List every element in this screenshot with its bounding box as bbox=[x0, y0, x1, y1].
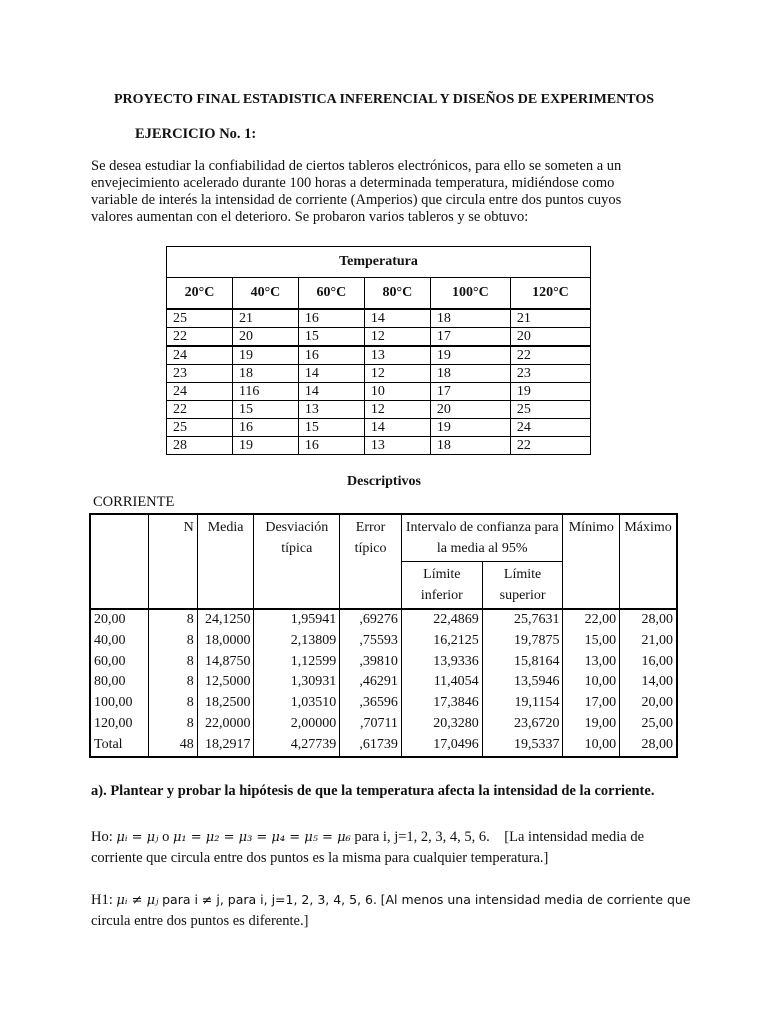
header-line: superior bbox=[499, 588, 546, 603]
ho-equation-2: μ₁ = μ₂ = μ₃ = μ₄ = μ₅ = μ₆ bbox=[172, 830, 351, 845]
descriptives-row-label: Total bbox=[90, 735, 149, 757]
descriptives-cell: 1,95941 bbox=[254, 609, 340, 631]
temp-cell: 24 bbox=[510, 419, 590, 437]
descriptives-cell: 15,00 bbox=[563, 631, 620, 652]
media-header: Media bbox=[197, 514, 254, 609]
temp-cell: 24 bbox=[167, 383, 233, 401]
descriptives-cell: ,70711 bbox=[340, 714, 402, 735]
descriptives-cell: 8 bbox=[149, 672, 198, 693]
intro-line: Se desea estudiar la confiabilidad de ciertos tableros electrónicos, para ello se someten a un bbox=[91, 158, 622, 174]
variable-label: CORRIENTE bbox=[93, 494, 175, 510]
descriptives-cell: 19,5337 bbox=[482, 735, 563, 757]
descriptives-cell: 2,00000 bbox=[254, 714, 340, 735]
descriptives-row bbox=[90, 631, 677, 652]
temp-cell: 12 bbox=[364, 365, 430, 383]
descriptives-cell: 8 bbox=[149, 714, 198, 735]
descriptives-cell: 8 bbox=[149, 631, 198, 652]
null-hypothesis bbox=[91, 827, 691, 868]
descriptives-cell: 1,03510 bbox=[254, 693, 340, 714]
h1-condition: para i ≠ j, para i, j=1, 2, 3, 4, 5, 6. bbox=[162, 892, 377, 907]
descriptives-cell: 14,8750 bbox=[197, 652, 254, 673]
ho-line-1 bbox=[91, 827, 691, 848]
temp-cell: 13 bbox=[298, 401, 364, 419]
temp-cell: 16 bbox=[232, 419, 298, 437]
ho-condition: para i, j=1, 2, 3, 4, 5, 6. bbox=[354, 829, 490, 845]
descriptives-cell: 10,00 bbox=[563, 672, 620, 693]
temp-column-header: 100°C bbox=[430, 278, 510, 310]
descriptives-cell: 11,4054 bbox=[401, 672, 482, 693]
descriptives-cell: 1,12599 bbox=[254, 652, 340, 673]
descriptives-row bbox=[90, 652, 677, 673]
temp-cell: 10 bbox=[364, 383, 430, 401]
descriptives-title: Descriptivos bbox=[347, 474, 421, 489]
descriptives-cell: 19,00 bbox=[563, 714, 620, 735]
temp-table-row bbox=[167, 401, 591, 419]
temp-table-row bbox=[167, 328, 591, 347]
descriptives-cell: 19,1154 bbox=[482, 693, 563, 714]
temp-cell: 14 bbox=[364, 309, 430, 328]
header-line: la media al 95% bbox=[436, 541, 528, 556]
temp-cell: 18 bbox=[430, 309, 510, 328]
descriptives-cell: 8 bbox=[149, 693, 198, 714]
temp-cell: 25 bbox=[167, 309, 233, 328]
limite-inferior-header bbox=[401, 562, 482, 610]
temp-cell: 116 bbox=[232, 383, 298, 401]
desviacion-header bbox=[254, 514, 340, 609]
ho-label: Ho: bbox=[91, 829, 113, 845]
h1-line-1 bbox=[91, 890, 691, 911]
descriptives-cell: 10,00 bbox=[563, 735, 620, 757]
header-line: inferior bbox=[420, 588, 463, 603]
descriptives-cell: 22,00 bbox=[563, 609, 620, 631]
descriptives-row bbox=[90, 735, 677, 757]
temp-table-row bbox=[167, 383, 591, 401]
descriptives-cell: 1,30931 bbox=[254, 672, 340, 693]
temp-column-header: 80°C bbox=[364, 278, 430, 310]
descriptives-cell: 21,00 bbox=[620, 631, 677, 652]
descriptives-cell: 13,5946 bbox=[482, 672, 563, 693]
temp-cell: 18 bbox=[430, 365, 510, 383]
descriptives-cell: 18,2500 bbox=[197, 693, 254, 714]
temp-column-header: 60°C bbox=[298, 278, 364, 310]
descriptives-cell: 22,4869 bbox=[401, 609, 482, 631]
temp-cell: 22 bbox=[167, 401, 233, 419]
ho-equation-1: μᵢ = μⱼ bbox=[116, 830, 159, 845]
temperature-header: Temperatura bbox=[167, 247, 591, 278]
temp-table-row bbox=[167, 419, 591, 437]
h1-note-2: circula entre dos puntos es diferente.] bbox=[91, 913, 309, 929]
descriptives-cell: 13,00 bbox=[563, 652, 620, 673]
temp-cell: 17 bbox=[430, 328, 510, 347]
descriptives-cell: 2,13809 bbox=[254, 631, 340, 652]
temp-cell: 14 bbox=[298, 365, 364, 383]
descriptives-cell: 17,0496 bbox=[401, 735, 482, 757]
descriptives-cell: 28,00 bbox=[620, 609, 677, 631]
descriptives-cell: ,46291 bbox=[340, 672, 402, 693]
intro-line: valores aumentan con el deterioro. Se probaron varios tableros y se obtuvo: bbox=[91, 209, 529, 225]
temp-cell: 15 bbox=[298, 419, 364, 437]
temp-cell: 22 bbox=[510, 346, 590, 365]
temp-cell: 14 bbox=[364, 419, 430, 437]
temp-cell: 18 bbox=[430, 437, 510, 455]
descriptives-cell: 25,00 bbox=[620, 714, 677, 735]
descriptives-cell: 17,3846 bbox=[401, 693, 482, 714]
descriptives-row-label: 60,00 bbox=[90, 652, 149, 673]
ho-note-1: [La intensidad media de bbox=[504, 829, 645, 845]
confidence-interval-header bbox=[401, 514, 563, 562]
intro-line: envejecimiento acelerado durante 100 horas a determinada temperatura, midiéndose como bbox=[91, 175, 615, 191]
descriptives-cell: 14,00 bbox=[620, 672, 677, 693]
temperature-table bbox=[166, 246, 591, 455]
descriptives-cell: ,36596 bbox=[340, 693, 402, 714]
temp-cell: 20 bbox=[232, 328, 298, 347]
temp-cell: 25 bbox=[167, 419, 233, 437]
temp-column-header: 120°C bbox=[510, 278, 590, 310]
h1-label: H1: bbox=[91, 892, 113, 908]
descriptives-cell: 18,2917 bbox=[197, 735, 254, 757]
temp-cell: 13 bbox=[364, 437, 430, 455]
temp-cell: 16 bbox=[298, 346, 364, 365]
descriptives-cell: 23,6720 bbox=[482, 714, 563, 735]
temp-cell: 23 bbox=[510, 365, 590, 383]
descriptives-cell: 8 bbox=[149, 609, 198, 631]
descriptives-cell: 25,7631 bbox=[482, 609, 563, 631]
descriptives-cell: ,69276 bbox=[340, 609, 402, 631]
header-line: típica bbox=[281, 541, 313, 556]
descriptives-cell: 17,00 bbox=[563, 693, 620, 714]
descriptives-row bbox=[90, 714, 677, 735]
ho-o: o bbox=[162, 829, 170, 845]
descriptives-row bbox=[90, 672, 677, 693]
alternative-hypothesis bbox=[91, 890, 691, 931]
temp-cell: 19 bbox=[430, 346, 510, 365]
ho-note-2: corriente que circula entre dos puntos es la misma para cualquier temperatura.] bbox=[91, 850, 549, 866]
descriptives-cell: 48 bbox=[149, 735, 198, 757]
intro-line: variable de interés la intensidad de corriente (Amperios) que circula entre dos puntos cuyos bbox=[91, 192, 622, 208]
minimo-header: Mínimo bbox=[563, 514, 620, 609]
temp-cell: 20 bbox=[510, 328, 590, 347]
temp-table-row bbox=[167, 365, 591, 383]
descriptives-cell: 28,00 bbox=[620, 735, 677, 757]
temp-cell: 16 bbox=[298, 309, 364, 328]
document-title: PROYECTO FINAL ESTADISTICA INFERENCIAL Y DISEÑOS DE EXPERIMENTOS bbox=[113, 92, 655, 107]
temp-column-header: 40°C bbox=[232, 278, 298, 310]
temp-cell: 21 bbox=[510, 309, 590, 328]
temp-cell: 14 bbox=[298, 383, 364, 401]
descriptives-cell: 19,7875 bbox=[482, 631, 563, 652]
temp-cell: 15 bbox=[298, 328, 364, 347]
temp-cell: 23 bbox=[167, 365, 233, 383]
header-line: Límite bbox=[503, 567, 542, 582]
temp-cell: 19 bbox=[232, 437, 298, 455]
maximo-header: Máximo bbox=[620, 514, 677, 609]
descriptives-cell: 4,27739 bbox=[254, 735, 340, 757]
descriptives-cell: 16,2125 bbox=[401, 631, 482, 652]
temp-cell: 19 bbox=[430, 419, 510, 437]
descriptives-row-label: 40,00 bbox=[90, 631, 149, 652]
descriptives-row bbox=[90, 693, 677, 714]
descriptives-cell: ,39810 bbox=[340, 652, 402, 673]
temp-cell: 25 bbox=[510, 401, 590, 419]
descriptives-cell: 16,00 bbox=[620, 652, 677, 673]
descriptives-row-label: 100,00 bbox=[90, 693, 149, 714]
intro-paragraph bbox=[91, 158, 691, 226]
header-line: Desviación bbox=[265, 520, 329, 535]
h1-note-1: [Al menos una intensidad media de corriente que bbox=[380, 892, 691, 907]
temp-cell: 13 bbox=[364, 346, 430, 365]
descriptives-cell: 18,0000 bbox=[197, 631, 254, 652]
question-a: a). Plantear y probar la hipótesis de que la temperatura afecta la intensidad de la corriente. bbox=[91, 783, 655, 799]
temp-cell: 16 bbox=[298, 437, 364, 455]
descriptives-row-label: 80,00 bbox=[90, 672, 149, 693]
temp-cell: 19 bbox=[510, 383, 590, 401]
descriptives-cell: 20,00 bbox=[620, 693, 677, 714]
descriptives-row-label: 120,00 bbox=[90, 714, 149, 735]
temp-cell: 15 bbox=[232, 401, 298, 419]
temp-column-header: 20°C bbox=[167, 278, 233, 310]
descriptives-cell: 13,9336 bbox=[401, 652, 482, 673]
descriptives-table bbox=[89, 513, 678, 758]
h1-equation: μᵢ ≠ μⱼ bbox=[116, 893, 159, 908]
error-header bbox=[340, 514, 402, 609]
temp-cell: 17 bbox=[430, 383, 510, 401]
temp-cell: 24 bbox=[167, 346, 233, 365]
n-header: N bbox=[149, 514, 198, 609]
descriptives-cell: 24,1250 bbox=[197, 609, 254, 631]
descriptives-cell: ,61739 bbox=[340, 735, 402, 757]
descriptives-cell: 22,0000 bbox=[197, 714, 254, 735]
descriptives-cell: 12,5000 bbox=[197, 672, 254, 693]
temp-cell: 22 bbox=[167, 328, 233, 347]
temp-table-row bbox=[167, 437, 591, 455]
temp-cell: 22 bbox=[510, 437, 590, 455]
descriptives-cell: 20,3280 bbox=[401, 714, 482, 735]
temp-cell: 21 bbox=[232, 309, 298, 328]
descriptives-row-label: 20,00 bbox=[90, 609, 149, 631]
temp-cell: 12 bbox=[364, 328, 430, 347]
temp-table-row bbox=[167, 309, 591, 328]
header-line: Límite bbox=[423, 567, 461, 582]
temp-cell: 20 bbox=[430, 401, 510, 419]
descriptives-cell: 8 bbox=[149, 652, 198, 673]
exercise-heading: EJERCICIO No. 1: bbox=[135, 126, 257, 142]
row-label-header bbox=[90, 514, 149, 609]
temp-cell: 28 bbox=[167, 437, 233, 455]
header-line: Error bbox=[355, 520, 386, 535]
descriptives-row bbox=[90, 609, 677, 631]
temp-cell: 12 bbox=[364, 401, 430, 419]
header-line: Intervalo de confianza para bbox=[405, 520, 559, 535]
temp-table-row bbox=[167, 346, 591, 365]
descriptives-cell: ,75593 bbox=[340, 631, 402, 652]
header-line: típico bbox=[354, 541, 387, 556]
descriptives-cell: 15,8164 bbox=[482, 652, 563, 673]
temp-cell: 18 bbox=[232, 365, 298, 383]
temp-cell: 19 bbox=[232, 346, 298, 365]
limite-superior-header bbox=[482, 562, 563, 610]
